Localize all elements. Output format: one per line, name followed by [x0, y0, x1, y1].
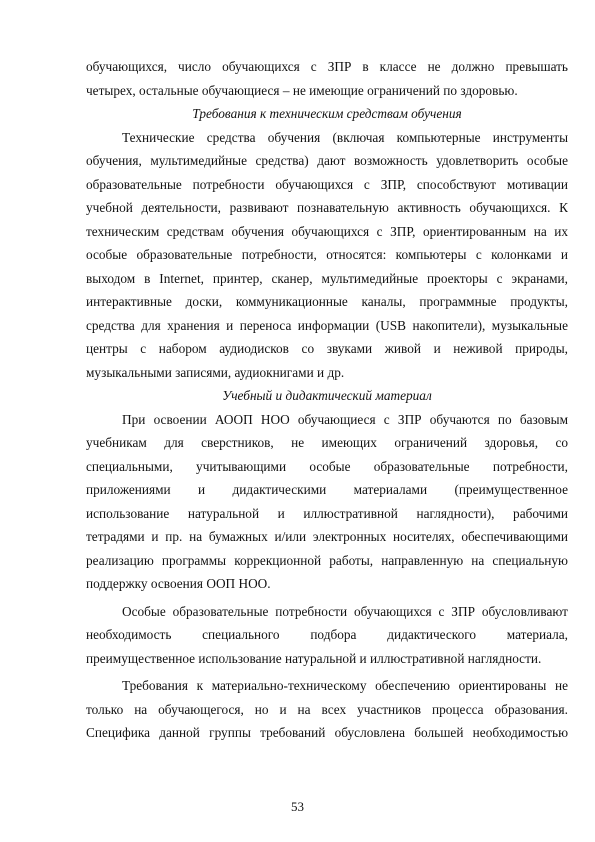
text-line: средства для хранения и переноса информации (USB накопители), музыкальные: [86, 317, 568, 333]
text-line: Технические средства обучения (включая компьютерные инструменты: [122, 129, 568, 145]
text-line: особые образовательные потребности, относятся: компьютеры с колонками и: [86, 247, 568, 262]
text-line: выходом в Internet, принтер, сканер, мультимедийные проекторы с экранами,: [86, 270, 568, 286]
text-line: только на обучающегося, но и на всех участников процесса образования.: [86, 701, 568, 717]
text-line: техническим средствам обучения обучающихся с ЗПР, ориентированным на их: [86, 223, 568, 239]
text-line: Особые образовательные потребности обучающихся с ЗПР обусловливают: [122, 603, 568, 619]
text-line: учебникам для сверстников, не имеющих ограничений здоровья, со: [86, 435, 568, 450]
text-line: приложениями и дидактическими материалами (преимущественное: [86, 482, 568, 497]
body-text: [86, 55, 568, 745]
text-line: образовательные потребности обучающихся с ЗПР, способствуют мотивации: [86, 176, 568, 192]
text-line: преимущественное использование натуральной и иллюстративной наглядности.: [86, 650, 542, 666]
text-line: музыкальными записями, аудиокнигами и др.: [86, 364, 345, 380]
section-heading-technical-means: Требования к техническим средствам обучения: [192, 106, 462, 121]
text-line: тетрадями и пр. на бумажных и/или электронных носителях, обеспечивающими: [86, 529, 568, 544]
text-line: При освоении АООП НОО обучающиеся с ЗПР обучаются по базовым: [122, 411, 568, 427]
text-line: четырех, остальные обучающиеся – не имеющие ограничений по здоровью.: [86, 82, 518, 98]
text-line: специальными, учитывающими особые образовательные потребности,: [86, 458, 568, 474]
text-line: обучающихся, число обучающихся с ЗПР в классе не должно превышать: [86, 59, 568, 74]
text-line: Требования к материально-техническому обеспечению ориентированы не: [122, 678, 568, 693]
text-line: использование натуральной и иллюстративной наглядности), рабочими: [86, 505, 568, 521]
section-heading-teaching-material: Учебный и дидактический материал: [222, 388, 432, 403]
text-line: центры с набором аудиодисков со звуками живой и неживой природы,: [86, 341, 568, 356]
text-line: реализацию программы коррекционной работы, направленную на специальную: [86, 552, 568, 568]
text-line: поддержку освоения ООП НОО.: [86, 576, 271, 591]
text-line: учебной деятельности, развивают познавательную активность обучающихся. К: [86, 200, 568, 215]
text-line: обучения, мультимедийные средства) дают возможность удовлетворить особые: [86, 153, 568, 168]
text-line: Специфика данной группы требований обусловлена большей необходимостью: [86, 725, 568, 740]
page-number: 53: [291, 799, 304, 814]
text-line: необходимость специального подбора дидактического материала,: [86, 627, 568, 642]
text-line: интерактивные доски, коммуникационные каналы, программные продукты,: [86, 294, 568, 309]
